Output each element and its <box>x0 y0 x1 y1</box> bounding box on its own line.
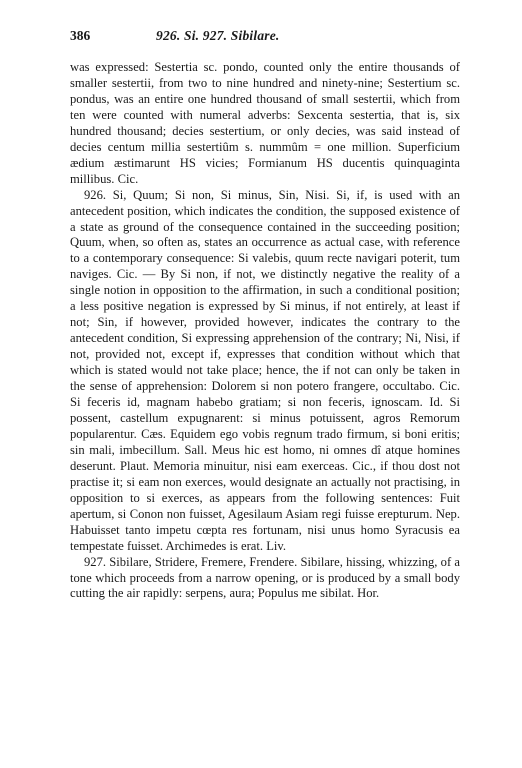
paragraph-continuation: was expressed: Sestertia sc. pondo, counted only the entire thousands of smaller sestertii, from two to nine hundred and ninety-nine; Sestertium sc. pondus, was an entire one hundred thousand of small sestertii, which from ten were counted with numeral adverbs: Sexcenta sestertia, that is, six hundred thousand; decies sestertium, or only decies, was said instead of decies centum millia sestertiûm s. nummûm = one million. Superficium ædium æstimarunt HS vicies; Formianum HS ducentis quinquaginta millibus. Cic. <box>70 60 460 186</box>
paragraph-entry-926: 926. Si, Quum; Si non, Si minus, Sin, Nisi. Si, if, is used with an antecedent position, which indicates the condition, the supposed existence of a state as ground of the consequence contained in the succeeding position; Quum, when, so often as, states an occurrence as actual case, with reference to a contemporary consequence: Si valebis, quum recte navigari poterit, tum naviges. Cic. — By Si non, if not, we distinctly negative the reality of a single notion in opposition to the affirmation, in such a conditional position; a less positive negation is expressed by Si minus, if not entirely, at least if not; Sin, if however, provided however, indicates the contrary to the antecedent condition, Si expressing apprehension of the contrary; Ni, Nisi, if not, provided not, except if, expresses that condition without which that which is stated would not take place; hence, the if not can only be taken in the sense of apprehension: Dolorem si non potero frangere, occultabo. Cic. Si feceris id, magnam habebo gratiam; si non feceris, ignoscam. Id. Si possent, castellum expugnarent: si minus potuissent, agros Remorum popularentur. Cæs. Equidem ego vobis regnum trado firmum, si boni eritis; sin mali, imbecillum. Sall. Meus hic est homo, ni omnes dî atque homines deserunt. Plaut. Memoria minuitur, nisi eam exerceas. Cic., if thou dost not practise it; si eam non exerces, would designate an actually not practising, in opposition to si exerces, as appears from the following sentences: Fuit apertum, si Conon non fuisset, Agesilaum Asiam regi fuisse erepturum. Nep. Habuisset tanto impetu cœpta res fortunam, nisi unus homo Syracusis ea tempestate fuisset. Archimedes is erat. Liv. <box>70 187 460 553</box>
running-head: 926. Si. 927. Sibilare. <box>156 28 280 43</box>
page-header <box>70 28 460 46</box>
page-body <box>70 60 460 602</box>
page-number: 386 <box>70 28 91 43</box>
book-page <box>70 28 460 602</box>
paragraph-entry-927: 927. Sibilare, Stridere, Fremere, Frendere. Sibilare, hissing, whizzing, of a tone which proceeds from a narrow opening, or is produced by a small body cutting the air rapidly: serpens, aura; Populus me sibilat. Hor. <box>70 554 460 601</box>
